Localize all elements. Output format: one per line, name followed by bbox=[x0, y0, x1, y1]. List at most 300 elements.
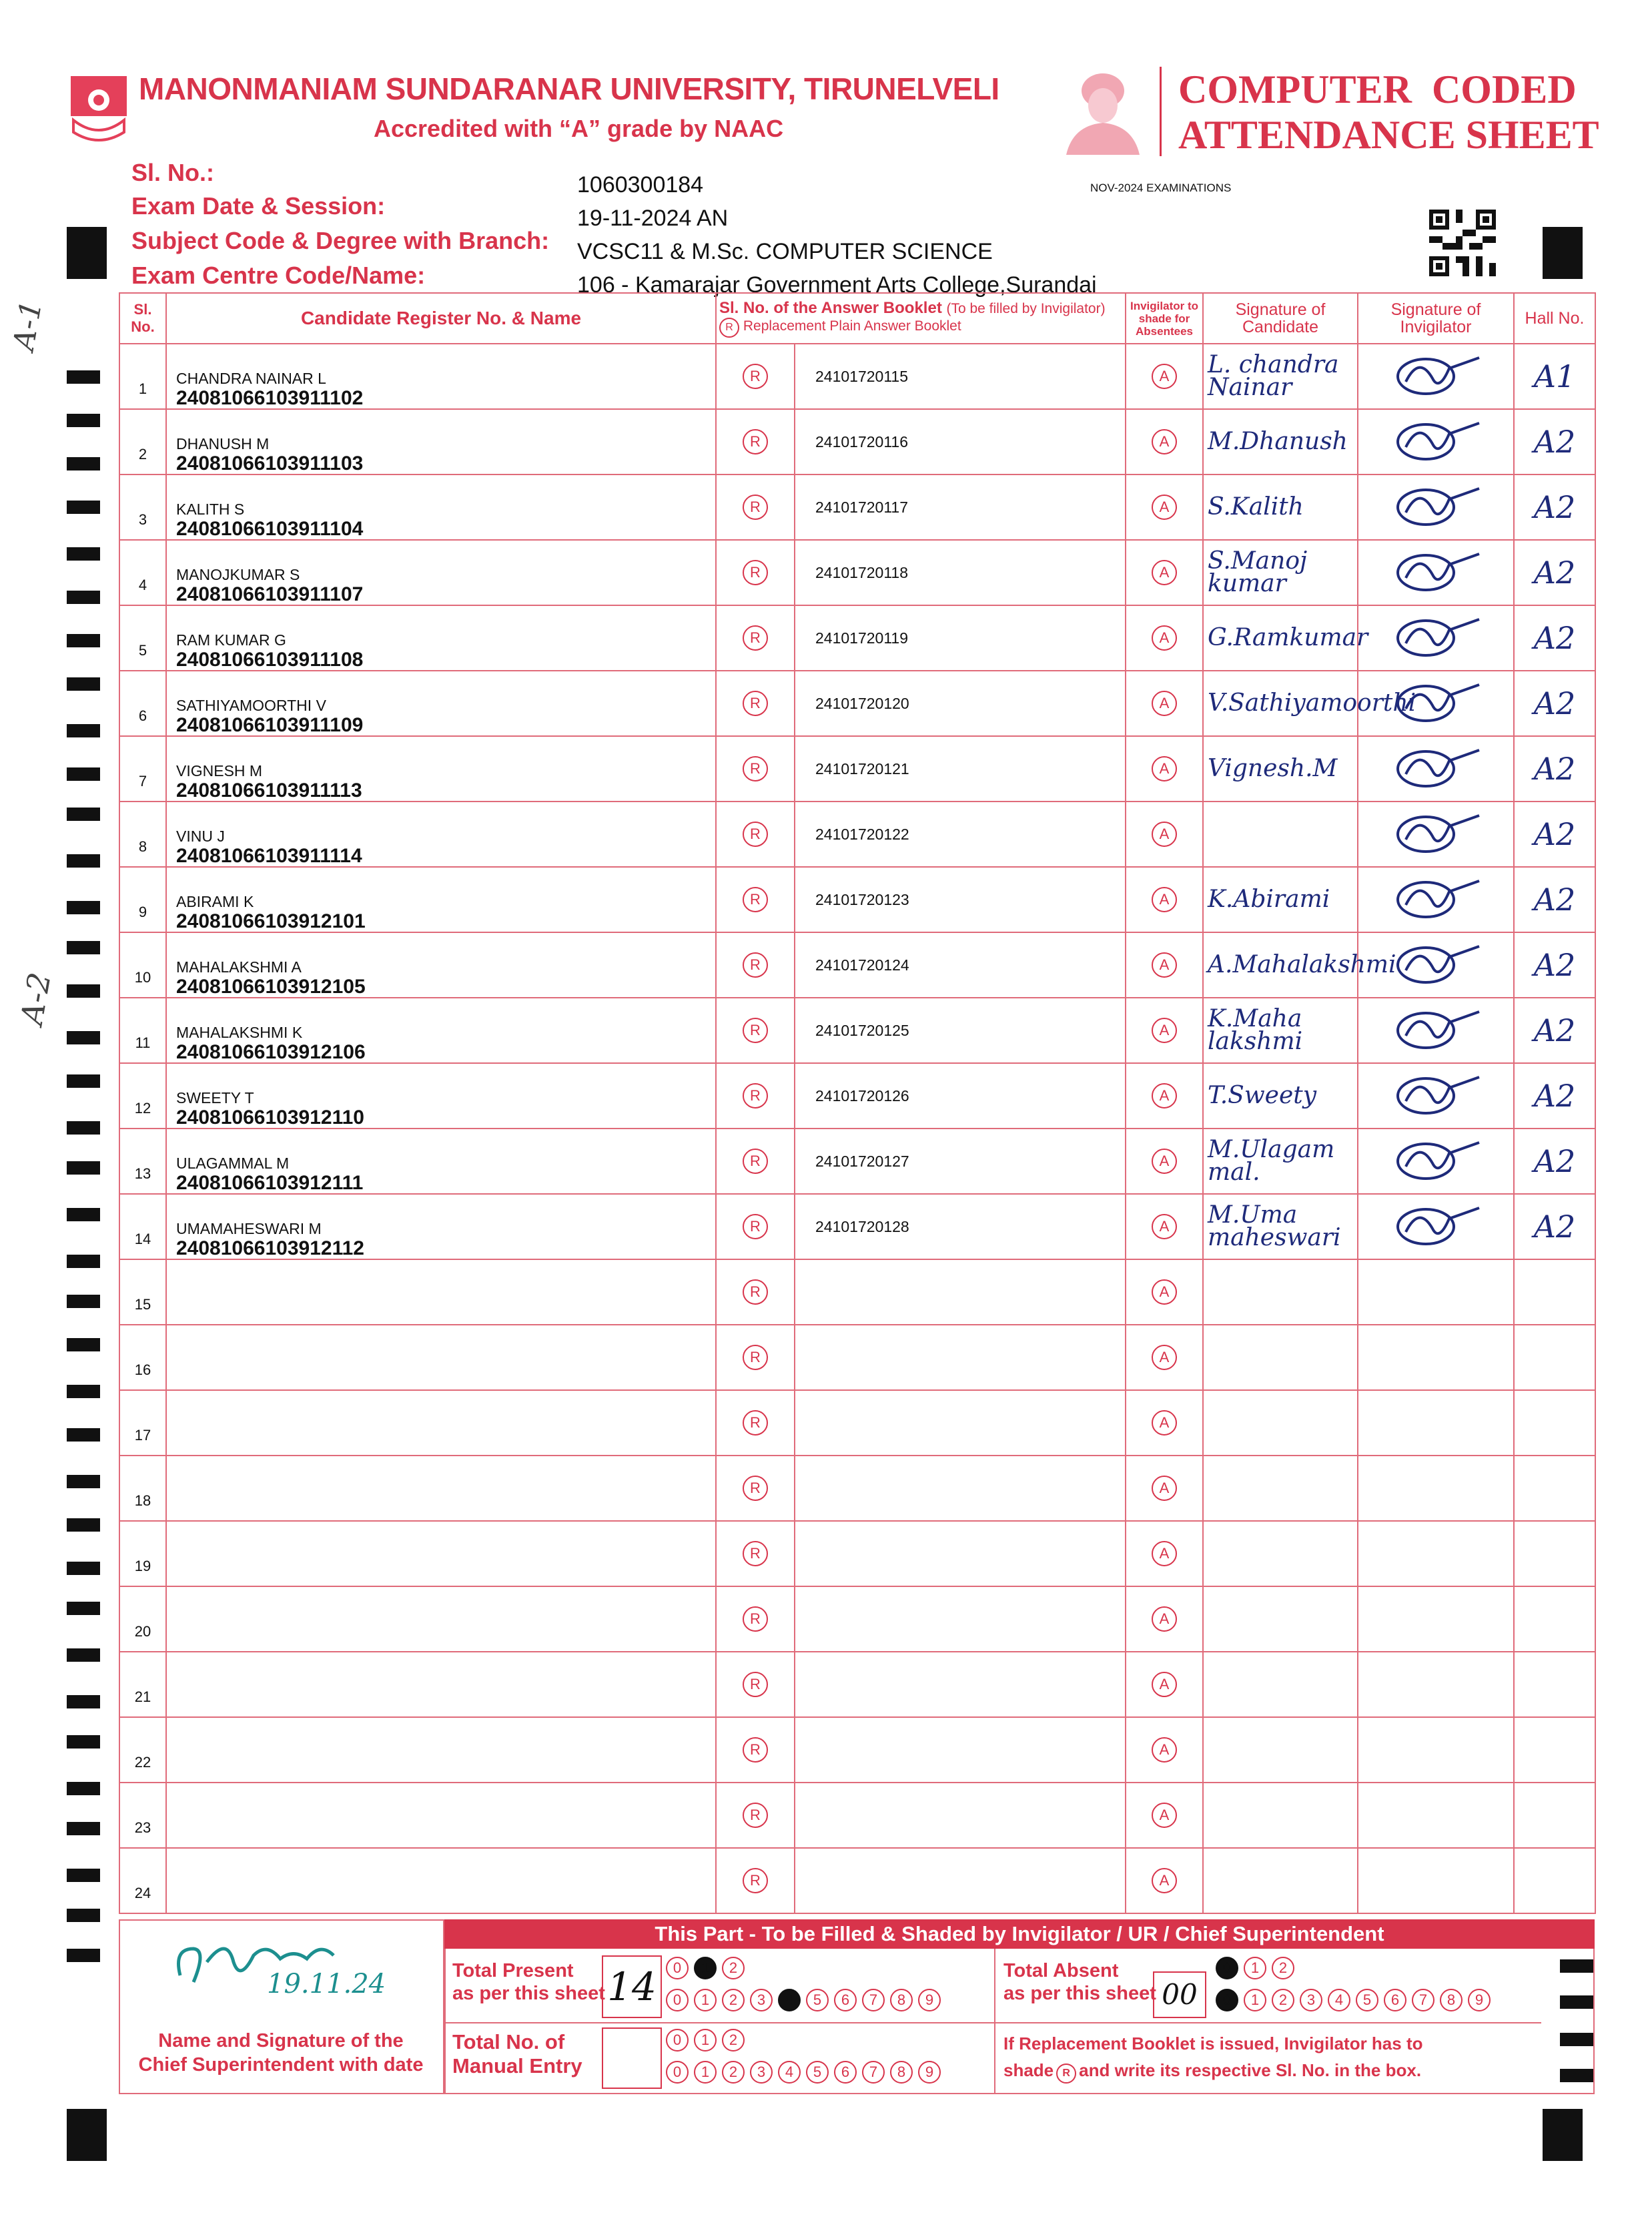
absent-bubble[interactable]: A bbox=[1152, 1737, 1177, 1763]
digit-bubble[interactable]: 5 bbox=[1356, 1989, 1378, 2011]
hall-no bbox=[1514, 1717, 1595, 1783]
digit-bubble[interactable]: 3 bbox=[1300, 1989, 1322, 2011]
row-sl-no bbox=[119, 1325, 166, 1390]
invigilator-signature-mark bbox=[1386, 741, 1486, 794]
invigilator-signature bbox=[1358, 1456, 1514, 1521]
candidate-cell bbox=[166, 998, 716, 1063]
absent-bubble[interactable]: A bbox=[1152, 887, 1177, 912]
digit-bubble[interactable]: 9 bbox=[1468, 1989, 1491, 2011]
digit-bubble[interactable]: 1 bbox=[694, 2061, 717, 2084]
absent-bubble-cell[interactable] bbox=[1126, 475, 1203, 540]
digit-bubble[interactable]: 0 bbox=[666, 2061, 689, 2084]
absent-bubble[interactable]: A bbox=[1152, 952, 1177, 978]
subject-value: VCSC11 & M.Sc. COMPUTER SCIENCE bbox=[577, 239, 993, 264]
candidate-register-no: 24081066103912111 bbox=[176, 1172, 364, 1194]
invigilator-signature bbox=[1358, 932, 1514, 998]
absent-bubble[interactable]: A bbox=[1152, 1868, 1177, 1893]
booklet-no: 24101720128 bbox=[795, 1194, 1126, 1259]
replacement-note-line2: shade bbox=[1003, 2060, 1054, 2080]
digit-bubble[interactable]: 8 bbox=[890, 2061, 913, 2084]
replacement-bubble[interactable]: R bbox=[743, 1541, 768, 1566]
absent-bubble[interactable]: A bbox=[1152, 1345, 1177, 1370]
footer-divider-h2 bbox=[994, 2022, 1541, 2023]
digit-bubble[interactable]: 2 bbox=[722, 1957, 745, 1979]
candidate-cell bbox=[166, 1717, 716, 1783]
timing-mark bbox=[67, 941, 100, 954]
table-row bbox=[119, 1259, 1595, 1325]
row-sl-no bbox=[119, 1586, 166, 1652]
footer-divider-h bbox=[444, 2022, 994, 2023]
absent-bubble[interactable]: A bbox=[1152, 1541, 1177, 1566]
col-header-candidate: Candidate Register No. & Name bbox=[166, 293, 716, 344]
digit-bubble[interactable]: 6 bbox=[834, 1989, 857, 2011]
university-logo bbox=[67, 73, 131, 148]
candidate-name: UMAMAHESWARI M bbox=[176, 1220, 322, 1237]
hall-no: A2 bbox=[1514, 1194, 1595, 1259]
manual-tens-bubbles[interactable] bbox=[666, 2029, 750, 2051]
absent-bubble-cell[interactable] bbox=[1126, 1456, 1203, 1521]
absent-bubble-cell[interactable] bbox=[1126, 1521, 1203, 1586]
candidate-name: RAM KUMAR G bbox=[176, 631, 286, 649]
exam-session-label: NOV-2024 EXAMINATIONS bbox=[1090, 182, 1232, 194]
invigilator-signature-mark bbox=[1386, 610, 1486, 663]
digit-bubble[interactable]: 0 bbox=[1216, 1957, 1238, 1979]
replacement-bubble[interactable]: R bbox=[743, 1149, 768, 1174]
absent-bubble-cell[interactable] bbox=[1126, 1717, 1203, 1783]
chief-label-line1: Name and Signature of the bbox=[158, 2030, 404, 2051]
replacement-bubble[interactable]: R bbox=[743, 1672, 768, 1697]
timing-mark bbox=[67, 1428, 100, 1442]
candidate-cell bbox=[166, 1259, 716, 1325]
replacement-bubble[interactable]: R bbox=[743, 1803, 768, 1828]
timing-mark bbox=[67, 1869, 100, 1882]
digit-bubble[interactable]: 7 bbox=[862, 2061, 885, 2084]
invigilator-signature bbox=[1358, 540, 1514, 605]
margin-note-a1: A-1 bbox=[7, 298, 49, 353]
digit-bubble[interactable]: 3 bbox=[750, 2061, 773, 2084]
booklet-no: 24101720120 bbox=[795, 671, 1126, 736]
invigilator-signature bbox=[1358, 1848, 1514, 1913]
absent-units-bubbles[interactable] bbox=[1216, 1989, 1496, 2011]
replacement-bubble[interactable]: R bbox=[743, 1606, 768, 1632]
invigilator-signature-mark bbox=[1386, 1068, 1486, 1121]
candidate-register-no: 24081066103911108 bbox=[176, 649, 364, 671]
digit-bubble[interactable]: 2 bbox=[722, 2029, 745, 2051]
candidate-signature: M.Uma maheswari bbox=[1203, 1194, 1358, 1259]
absent-bubble-cell[interactable] bbox=[1126, 1586, 1203, 1652]
replacement-bubble[interactable]: R bbox=[743, 429, 768, 454]
hall-no bbox=[1514, 1521, 1595, 1586]
candidate-signature bbox=[1203, 1848, 1358, 1913]
absent-bubble-cell[interactable] bbox=[1126, 932, 1203, 998]
timing-mark bbox=[67, 370, 100, 384]
invigilator-signature bbox=[1358, 1259, 1514, 1325]
timing-mark bbox=[67, 1031, 100, 1044]
hall-no: A1 bbox=[1514, 344, 1595, 409]
row-sl-no bbox=[119, 671, 166, 736]
invigilator-signature-mark bbox=[1386, 348, 1486, 402]
row-sl-no-text: 21 bbox=[134, 1688, 151, 1705]
replacement-bubble[interactable]: R bbox=[743, 560, 768, 585]
digit-bubble[interactable]: 1 bbox=[694, 1989, 717, 2011]
table-row bbox=[119, 1456, 1595, 1521]
row-sl-no bbox=[119, 802, 166, 867]
manual-entry-box[interactable] bbox=[602, 2027, 662, 2089]
replacement-bubble[interactable]: R bbox=[743, 1214, 768, 1239]
digit-bubble[interactable]: 6 bbox=[834, 2061, 857, 2084]
hall-no bbox=[1514, 1652, 1595, 1717]
total-present-value: 14 bbox=[607, 1964, 657, 2009]
replacement-bubble-cell[interactable] bbox=[716, 1456, 795, 1521]
replacement-bubble[interactable]: R bbox=[743, 1410, 768, 1436]
timing-mark bbox=[67, 1648, 100, 1662]
hall-no bbox=[1514, 1325, 1595, 1390]
absent-bubble[interactable]: A bbox=[1152, 756, 1177, 781]
digit-bubble[interactable]: 4 bbox=[778, 2061, 801, 2084]
replacement-bubble-cell[interactable] bbox=[716, 1259, 795, 1325]
absent-bubble-cell[interactable] bbox=[1126, 1783, 1203, 1848]
candidate-register-no: 24081066103911113 bbox=[176, 779, 362, 802]
row-sl-no bbox=[119, 1521, 166, 1586]
booklet-no: 24101720124 bbox=[795, 932, 1126, 998]
replacement-note-line1: If Replacement Booklet is issued, Invigilator has to bbox=[1003, 2033, 1423, 2053]
candidate-register-no: 24081066103911103 bbox=[176, 452, 364, 475]
candidate-cell bbox=[166, 1783, 716, 1848]
absent-bubble-cell[interactable] bbox=[1126, 344, 1203, 409]
timing-mark bbox=[67, 1695, 100, 1708]
replacement-bubble-cell[interactable] bbox=[716, 1194, 795, 1259]
absent-bubble[interactable]: A bbox=[1152, 1018, 1177, 1043]
candidate-register-no: 24081066103912105 bbox=[176, 976, 366, 998]
digit-bubble[interactable]: 0 bbox=[1216, 1989, 1238, 2011]
absent-bubble-cell[interactable] bbox=[1126, 998, 1203, 1063]
booklet-no bbox=[795, 1521, 1126, 1586]
timing-mark bbox=[67, 457, 100, 470]
table-row bbox=[119, 932, 1595, 998]
booklet-no: 24101720119 bbox=[795, 605, 1126, 671]
invigilator-signature bbox=[1358, 1390, 1514, 1456]
absent-bubble-cell[interactable] bbox=[1126, 1390, 1203, 1456]
digit-bubble[interactable]: 1 bbox=[1244, 1989, 1266, 2011]
digit-bubble[interactable]: 7 bbox=[1412, 1989, 1434, 2011]
replacement-bubble[interactable]: R bbox=[743, 364, 768, 389]
replacement-bubble-cell[interactable] bbox=[716, 736, 795, 802]
replacement-bubble[interactable]: R bbox=[743, 822, 768, 847]
absent-bubble[interactable]: A bbox=[1152, 429, 1177, 454]
absent-tens-bubbles[interactable] bbox=[1216, 1957, 1300, 1979]
absent-bubble-cell[interactable] bbox=[1126, 1325, 1203, 1390]
row-sl-no bbox=[119, 1129, 166, 1194]
table-row bbox=[119, 1325, 1595, 1390]
replacement-bubble[interactable]: R bbox=[743, 1083, 768, 1109]
replacement-bubble-cell[interactable] bbox=[716, 1717, 795, 1783]
candidate-signature bbox=[1203, 1586, 1358, 1652]
absent-bubble-cell[interactable] bbox=[1126, 671, 1203, 736]
absent-bubble-cell[interactable] bbox=[1126, 1652, 1203, 1717]
absent-bubble-cell[interactable] bbox=[1126, 605, 1203, 671]
replacement-bubble-cell[interactable] bbox=[716, 671, 795, 736]
digit-bubble[interactable]: 8 bbox=[1440, 1989, 1463, 2011]
timing-mark bbox=[67, 414, 100, 427]
absent-bubble-cell[interactable] bbox=[1126, 867, 1203, 932]
row-sl-no bbox=[119, 1717, 166, 1783]
replacement-bubble-cell[interactable] bbox=[716, 867, 795, 932]
row-sl-no-text: 8 bbox=[138, 838, 147, 855]
replacement-bubble-cell[interactable] bbox=[716, 1390, 795, 1456]
absent-bubble[interactable]: A bbox=[1152, 691, 1177, 716]
candidate-register-no: 24081066103912112 bbox=[176, 1237, 364, 1259]
invigilator-signature bbox=[1358, 409, 1514, 475]
replacement-bubble[interactable]: R bbox=[743, 495, 768, 520]
candidate-cell bbox=[166, 1521, 716, 1586]
replacement-bubble[interactable]: R bbox=[743, 1868, 768, 1893]
invigilator-signature bbox=[1358, 736, 1514, 802]
digit-bubble[interactable]: 0 bbox=[666, 1957, 689, 1979]
candidate-signature bbox=[1203, 1717, 1358, 1783]
replacement-bubble-cell[interactable] bbox=[716, 344, 795, 409]
replacement-bubble[interactable]: R bbox=[743, 887, 768, 912]
digit-bubble[interactable]: 2 bbox=[722, 1989, 745, 2011]
hall-no: A2 bbox=[1514, 998, 1595, 1063]
timing-mark bbox=[67, 1255, 100, 1268]
table-row bbox=[119, 1586, 1595, 1652]
hall-no bbox=[1514, 1456, 1595, 1521]
absent-bubble[interactable]: A bbox=[1152, 1672, 1177, 1697]
total-present-line1: Total Present bbox=[452, 1960, 574, 1981]
candidate-signature: A.Mahalakshmi bbox=[1203, 932, 1358, 998]
present-units-bubbles[interactable] bbox=[666, 1989, 946, 2011]
digit-bubble[interactable]: 7 bbox=[862, 1989, 885, 2011]
absent-bubble-cell[interactable] bbox=[1126, 1848, 1203, 1913]
absent-bubble-cell[interactable] bbox=[1126, 1194, 1203, 1259]
digit-bubble[interactable]: 4 bbox=[778, 1989, 801, 2011]
candidate-signature bbox=[1203, 1652, 1358, 1717]
replacement-bubble[interactable]: R bbox=[743, 952, 768, 978]
absent-bubble[interactable]: A bbox=[1152, 1476, 1177, 1501]
digit-bubble[interactable]: 4 bbox=[1328, 1989, 1350, 2011]
row-sl-no bbox=[119, 1390, 166, 1456]
candidate-name: VINU J bbox=[176, 828, 225, 845]
timing-mark bbox=[67, 1338, 100, 1351]
table-row bbox=[119, 540, 1595, 605]
row-sl-no-text: 4 bbox=[138, 577, 147, 593]
row-sl-no bbox=[119, 475, 166, 540]
row-sl-no bbox=[119, 1456, 166, 1521]
present-tens-bubbles[interactable] bbox=[666, 1957, 750, 1979]
candidate-cell bbox=[166, 344, 716, 409]
absent-bubble-cell[interactable] bbox=[1126, 409, 1203, 475]
candidate-signature: Vignesh.M bbox=[1203, 736, 1358, 802]
candidate-signature: S.Kalith bbox=[1203, 475, 1358, 540]
replacement-bubble[interactable]: R bbox=[743, 691, 768, 716]
candidate-signature: L. chandra Nainar bbox=[1203, 344, 1358, 409]
row-sl-no-text: 24 bbox=[134, 1885, 151, 1901]
digit-bubble[interactable]: 0 bbox=[666, 2029, 689, 2051]
manual-entry-line1: Total No. of bbox=[452, 2030, 565, 2053]
candidate-signature bbox=[1203, 1456, 1358, 1521]
replacement-bubble-cell[interactable] bbox=[716, 1129, 795, 1194]
booklet-no: 24101720117 bbox=[795, 475, 1126, 540]
timing-mark bbox=[67, 591, 100, 604]
replacement-bubble[interactable]: R bbox=[743, 1279, 768, 1305]
hall-no: A2 bbox=[1514, 605, 1595, 671]
replacement-bubble-cell[interactable] bbox=[716, 1586, 795, 1652]
hall-no bbox=[1514, 1783, 1595, 1848]
absent-bubble-cell[interactable] bbox=[1126, 736, 1203, 802]
digit-bubble[interactable]: 1 bbox=[1244, 1957, 1266, 1979]
digit-bubble[interactable]: 6 bbox=[1384, 1989, 1406, 2011]
manual-units-bubbles[interactable] bbox=[666, 2061, 946, 2084]
digit-bubble[interactable]: 2 bbox=[1272, 1957, 1294, 1979]
row-sl-no bbox=[119, 409, 166, 475]
absent-bubble[interactable]: A bbox=[1152, 1606, 1177, 1632]
invigilator-signature-mark bbox=[1386, 1199, 1486, 1252]
candidate-signature bbox=[1203, 1259, 1358, 1325]
booklet-no bbox=[795, 1390, 1126, 1456]
total-present-line2: as per this sheet bbox=[452, 1983, 605, 2004]
replacement-bubble-cell[interactable] bbox=[716, 409, 795, 475]
replacement-bubble[interactable]: R bbox=[743, 1345, 768, 1370]
chief-signature-date: 19.11.24 bbox=[267, 1969, 386, 1999]
booklet-no bbox=[795, 1783, 1126, 1848]
candidate-cell bbox=[166, 802, 716, 867]
absent-bubble-cell[interactable] bbox=[1126, 1129, 1203, 1194]
table-row bbox=[119, 1063, 1595, 1129]
founder-portrait bbox=[1060, 64, 1146, 155]
row-sl-no bbox=[119, 736, 166, 802]
invigilator-signature-mark bbox=[1386, 1002, 1486, 1056]
candidate-signature: K.Maha lakshmi bbox=[1203, 998, 1358, 1063]
candidate-name: MAHALAKSHMI K bbox=[176, 1024, 303, 1041]
invigilator-signature bbox=[1358, 1652, 1514, 1717]
digit-bubble[interactable]: 2 bbox=[722, 2061, 745, 2084]
table-row bbox=[119, 1194, 1595, 1259]
hall-no bbox=[1514, 1390, 1595, 1456]
booklet-no bbox=[795, 1456, 1126, 1521]
digit-bubble[interactable]: 5 bbox=[806, 1989, 829, 2011]
absent-bubble[interactable]: A bbox=[1152, 822, 1177, 847]
row-sl-no-text: 23 bbox=[134, 1819, 151, 1836]
candidate-register-no: 24081066103912110 bbox=[176, 1106, 364, 1129]
absent-bubble[interactable]: A bbox=[1152, 1279, 1177, 1305]
candidate-signature bbox=[1203, 1325, 1358, 1390]
candidate-cell bbox=[166, 1325, 716, 1390]
total-present-label bbox=[452, 1959, 605, 2005]
replacement-bubble-cell[interactable] bbox=[716, 1325, 795, 1390]
replacement-note-line3: and write its respective Sl. No. in the box. bbox=[1079, 2060, 1422, 2080]
absent-bubble[interactable]: A bbox=[1152, 364, 1177, 389]
hall-no: A2 bbox=[1514, 1129, 1595, 1194]
replacement-bubble-cell[interactable] bbox=[716, 475, 795, 540]
absent-bubble[interactable]: A bbox=[1152, 625, 1177, 651]
replacement-bubble-cell[interactable] bbox=[716, 1848, 795, 1913]
replacement-bubble[interactable]: R bbox=[743, 756, 768, 781]
table-row bbox=[119, 1848, 1595, 1913]
timing-mark bbox=[67, 1562, 100, 1575]
timing-mark bbox=[67, 1782, 100, 1795]
replacement-bubble[interactable]: R bbox=[743, 1476, 768, 1501]
digit-bubble[interactable]: 8 bbox=[890, 1989, 913, 2011]
row-sl-no bbox=[119, 1063, 166, 1129]
row-sl-no bbox=[119, 932, 166, 998]
replacement-bubble-cell[interactable] bbox=[716, 932, 795, 998]
sl-no-value: 1060300184 bbox=[577, 172, 704, 198]
absent-bubble[interactable]: A bbox=[1152, 560, 1177, 585]
candidate-cell bbox=[166, 1063, 716, 1129]
timing-mark bbox=[67, 1208, 100, 1221]
digit-bubble[interactable]: 0 bbox=[666, 1989, 689, 2011]
absent-bubble[interactable]: A bbox=[1152, 1410, 1177, 1436]
replacement-bubble-cell[interactable] bbox=[716, 1521, 795, 1586]
absent-bubble[interactable]: A bbox=[1152, 495, 1177, 520]
digit-bubble[interactable]: 9 bbox=[918, 1989, 941, 2011]
row-sl-no-text: 10 bbox=[134, 969, 151, 986]
total-present-box[interactable] bbox=[602, 1955, 662, 2018]
absent-bubble-cell[interactable] bbox=[1126, 540, 1203, 605]
digit-bubble[interactable]: 1 bbox=[694, 1957, 717, 1979]
replacement-bubble-cell[interactable] bbox=[716, 605, 795, 671]
col-header-booklet bbox=[716, 293, 1126, 344]
row-sl-no-text: 9 bbox=[138, 904, 147, 920]
replacement-bubble-cell[interactable] bbox=[716, 1063, 795, 1129]
table-row bbox=[119, 475, 1595, 540]
candidate-cell bbox=[166, 1652, 716, 1717]
booklet-no bbox=[795, 1325, 1126, 1390]
invigilator-signature bbox=[1358, 475, 1514, 540]
digit-bubble[interactable]: 9 bbox=[918, 2061, 941, 2084]
digit-bubble[interactable]: 3 bbox=[750, 1989, 773, 2011]
replacement-bubble-cell[interactable] bbox=[716, 1652, 795, 1717]
table-row bbox=[119, 998, 1595, 1063]
hall-no bbox=[1514, 1848, 1595, 1913]
replacement-bubble-cell[interactable] bbox=[716, 998, 795, 1063]
table-row bbox=[119, 1783, 1595, 1848]
replacement-bubble[interactable]: R bbox=[743, 625, 768, 651]
invigilator-signature-mark bbox=[1386, 545, 1486, 598]
centre-value: 106 - Kamarajar Government Arts College,Surandai bbox=[577, 272, 1097, 298]
invigilator-signature bbox=[1358, 1063, 1514, 1129]
booklet-no bbox=[795, 1652, 1126, 1717]
row-sl-no-text: 22 bbox=[134, 1754, 151, 1771]
absent-bubble[interactable]: A bbox=[1152, 1803, 1177, 1828]
table-row bbox=[119, 867, 1595, 932]
absent-bubble-cell[interactable] bbox=[1126, 802, 1203, 867]
row-sl-no-text: 5 bbox=[138, 642, 147, 659]
digit-bubble[interactable]: 5 bbox=[806, 2061, 829, 2084]
title-divider bbox=[1160, 67, 1162, 156]
candidate-cell bbox=[166, 1129, 716, 1194]
replacement-bubble[interactable]: R bbox=[743, 1018, 768, 1043]
total-absent-box[interactable] bbox=[1153, 1971, 1206, 2018]
absent-bubble-cell[interactable] bbox=[1126, 1063, 1203, 1129]
absent-bubble[interactable]: A bbox=[1152, 1214, 1177, 1239]
absent-bubble[interactable]: A bbox=[1152, 1149, 1177, 1174]
digit-bubble[interactable]: 1 bbox=[694, 2029, 717, 2051]
absent-bubble-cell[interactable] bbox=[1126, 1259, 1203, 1325]
digit-bubble[interactable]: 2 bbox=[1272, 1989, 1294, 2011]
replacement-bubble-cell[interactable] bbox=[716, 1783, 795, 1848]
candidate-cell bbox=[166, 1390, 716, 1456]
replacement-bubble-cell[interactable] bbox=[716, 540, 795, 605]
absent-bubble[interactable]: A bbox=[1152, 1083, 1177, 1109]
candidate-register-no: 24081066103911107 bbox=[176, 583, 364, 605]
replacement-bubble-cell[interactable] bbox=[716, 802, 795, 867]
timing-mark bbox=[67, 1121, 100, 1135]
row-sl-no bbox=[119, 605, 166, 671]
manual-entry-label bbox=[452, 2030, 582, 2078]
invigilator-signature bbox=[1358, 1194, 1514, 1259]
replacement-bubble[interactable]: R bbox=[743, 1737, 768, 1763]
